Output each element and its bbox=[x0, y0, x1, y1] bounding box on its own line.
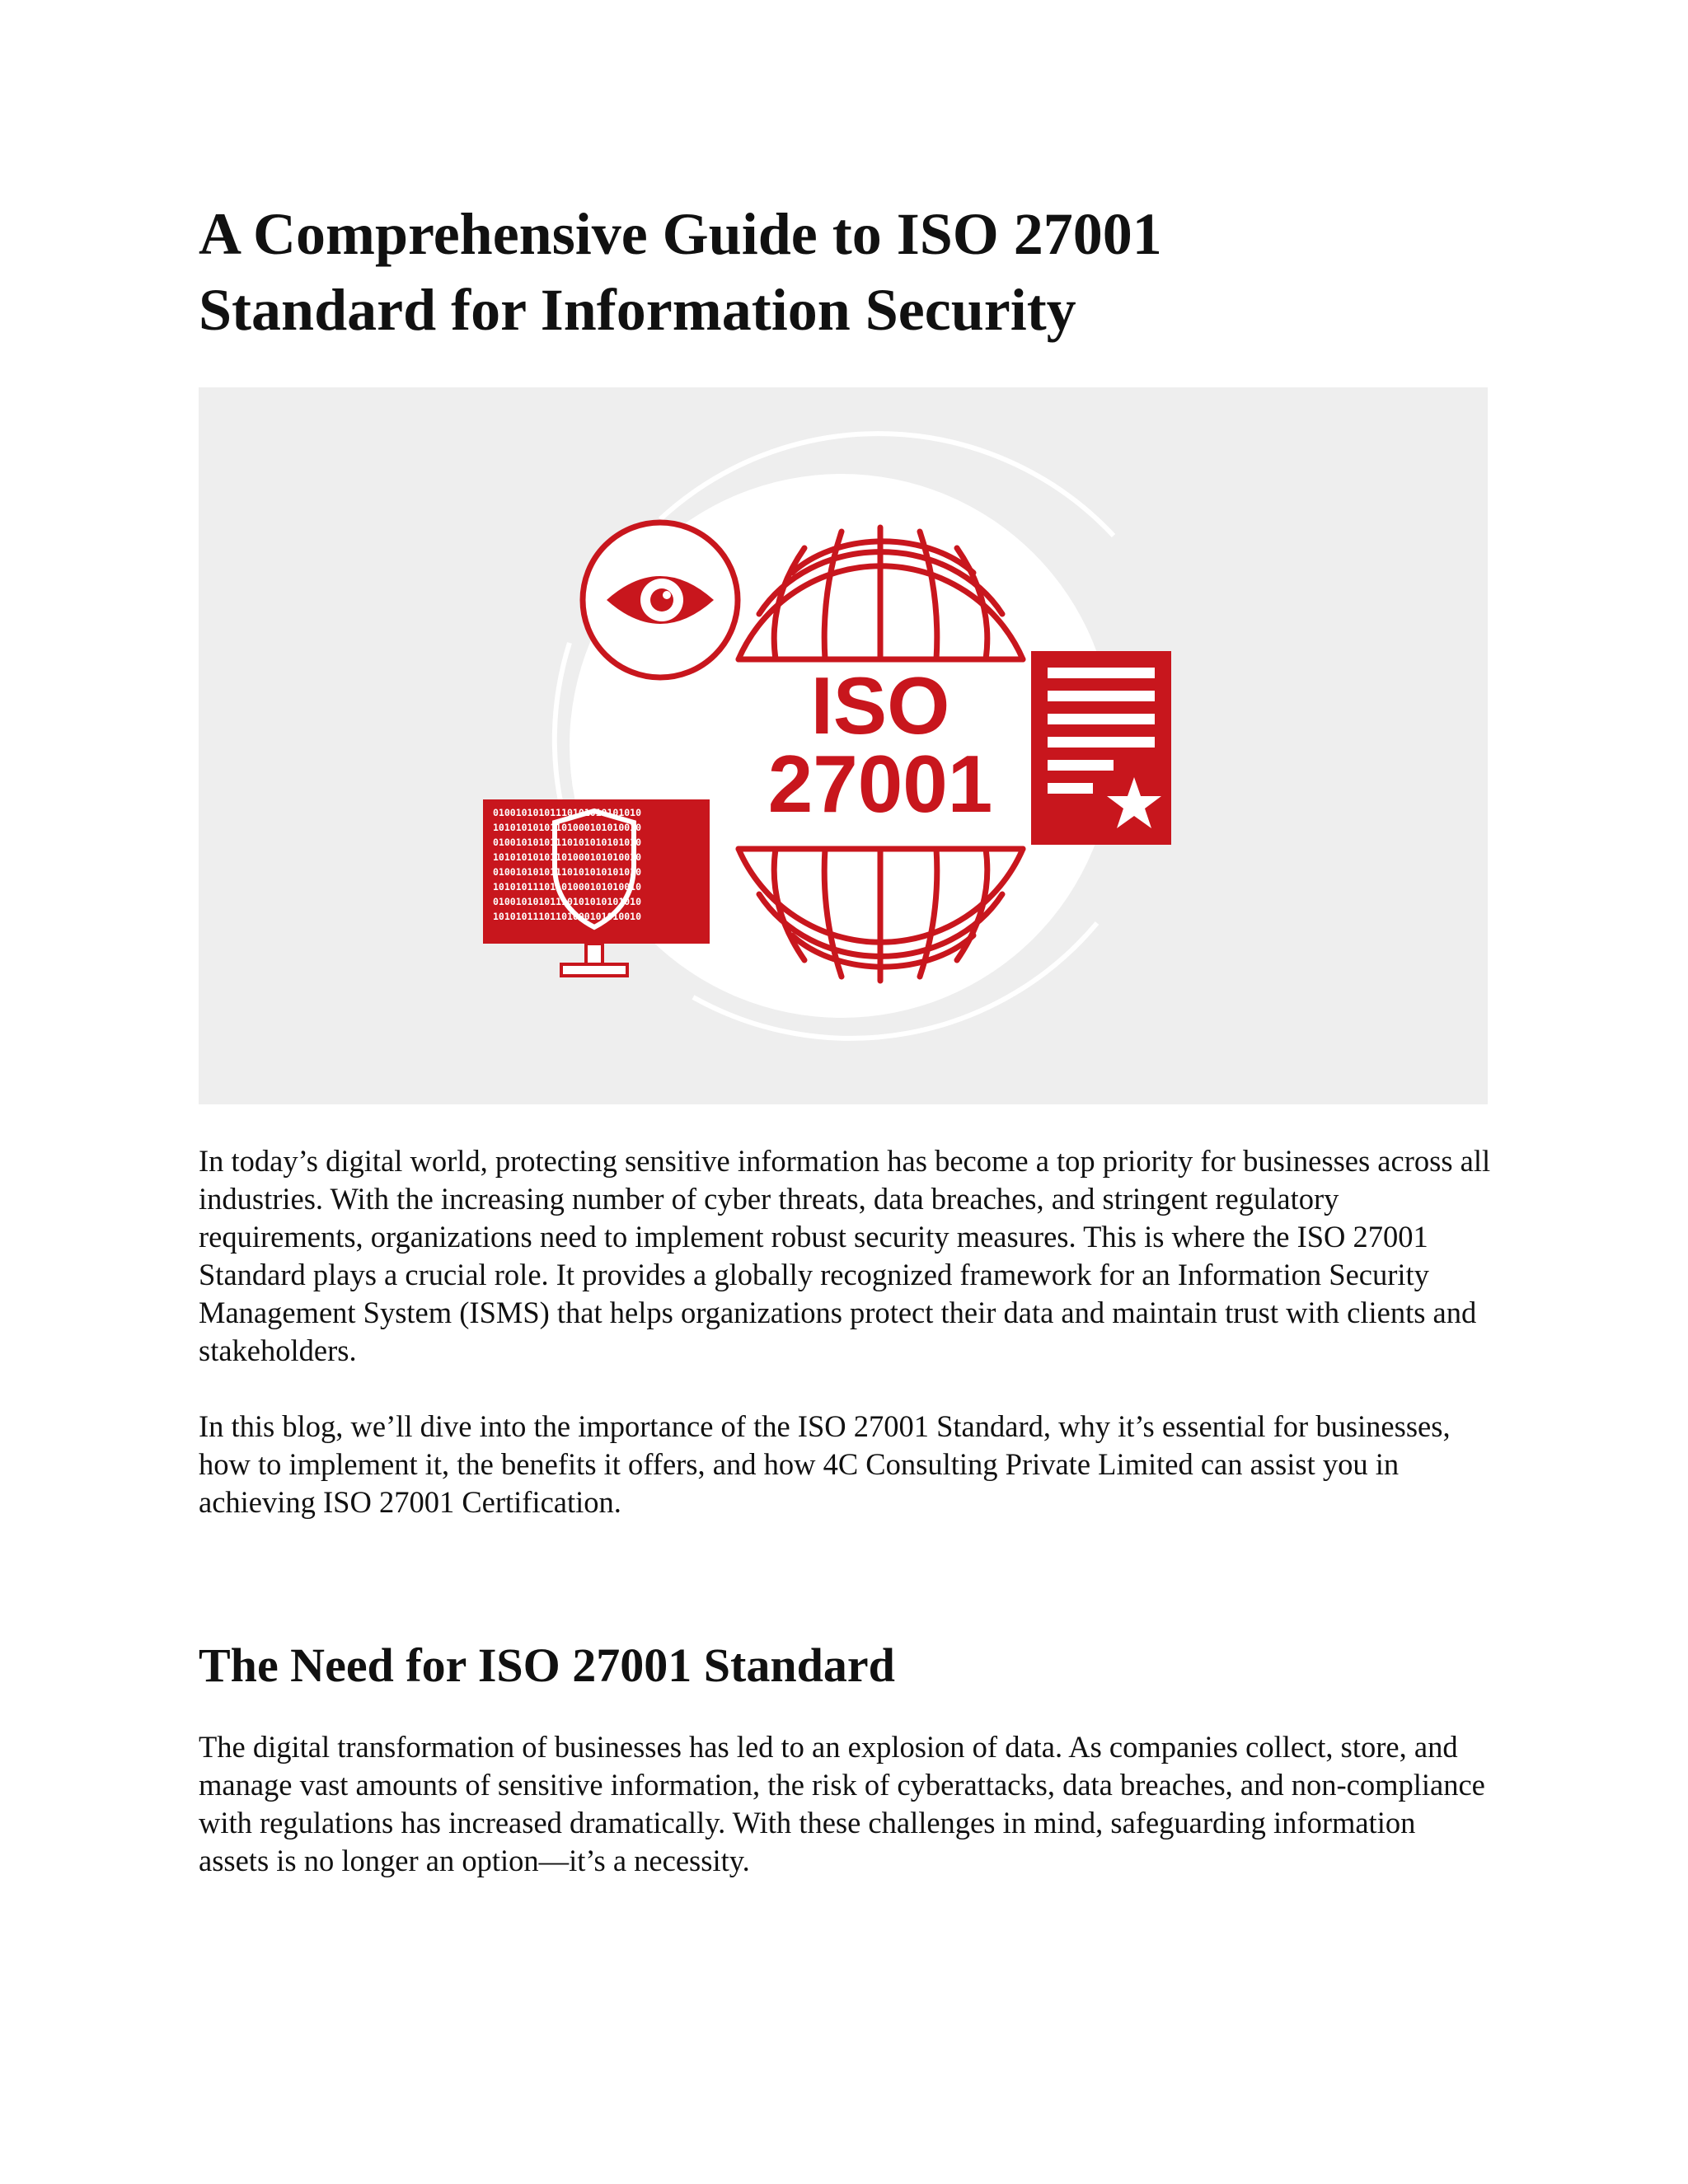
binary-row: 10101010101101000101010010 bbox=[493, 822, 642, 833]
section-paragraph-1: The digital transformation of businesses has led to an explosion of data. As companies collect, store, and manage vast amounts of sensitive information, the risk of cyberattacks, data breaches, and non-compliance with regulations has increased dramatically. With these challenges in mind, safeguarding information assets is no longer an option—it’s a necessity. bbox=[199, 1730, 1485, 1877]
binary-row: 10101011101101000101010010 bbox=[493, 881, 642, 893]
article-title bbox=[199, 196, 1484, 348]
binary-row: 10101011101101000101010010 bbox=[493, 911, 642, 922]
binary-row: 01001010101110101010101010 bbox=[493, 896, 642, 907]
iso-27001-illustration bbox=[199, 387, 1488, 1104]
eye-icon bbox=[583, 523, 738, 677]
intro-paragraph-1: In today’s digital world, protecting sensitive information has become a top priority for businesses across all industries. With the increasing number of cyber threats, data breaches, and stringent regulatory requirements, organizations need to implement robust security measures. This is where the ISO 27001 Standard plays a crucial role. It provides a globally recognized framework for an Information Security Management System (ISMS) that helps organizations protect their data and maintain trust with clients and stakeholders. bbox=[199, 1144, 1491, 1367]
iso-label: ISO bbox=[810, 660, 950, 751]
binary-row: 01001010101110101010101010 bbox=[493, 807, 642, 818]
section-heading: The Need for ISO 27001 Standard bbox=[199, 1638, 895, 1692]
intro-paragraph-2: In this blog, we’ll dive into the importance of the ISO 27001 Standard, why it’s essential for businesses, how to implement it, the benefits it offers, and how 4C Consulting Private Limited can assist you in achieving ISO 27001 Certification. bbox=[199, 1409, 1451, 1519]
binary-row: 01001010101110101010101010 bbox=[493, 866, 642, 878]
iso-number: 27001 bbox=[767, 738, 993, 829]
title-line-2: Standard for Information Security bbox=[199, 277, 1076, 343]
binary-row: 10101010101101000101010010 bbox=[493, 851, 642, 863]
binary-row: 01001010101110101010101010 bbox=[493, 837, 642, 848]
document-star-icon bbox=[1031, 651, 1171, 845]
title-line-1: A Comprehensive Guide to ISO 27001 bbox=[199, 201, 1162, 267]
hero-illustration bbox=[199, 387, 1488, 1104]
